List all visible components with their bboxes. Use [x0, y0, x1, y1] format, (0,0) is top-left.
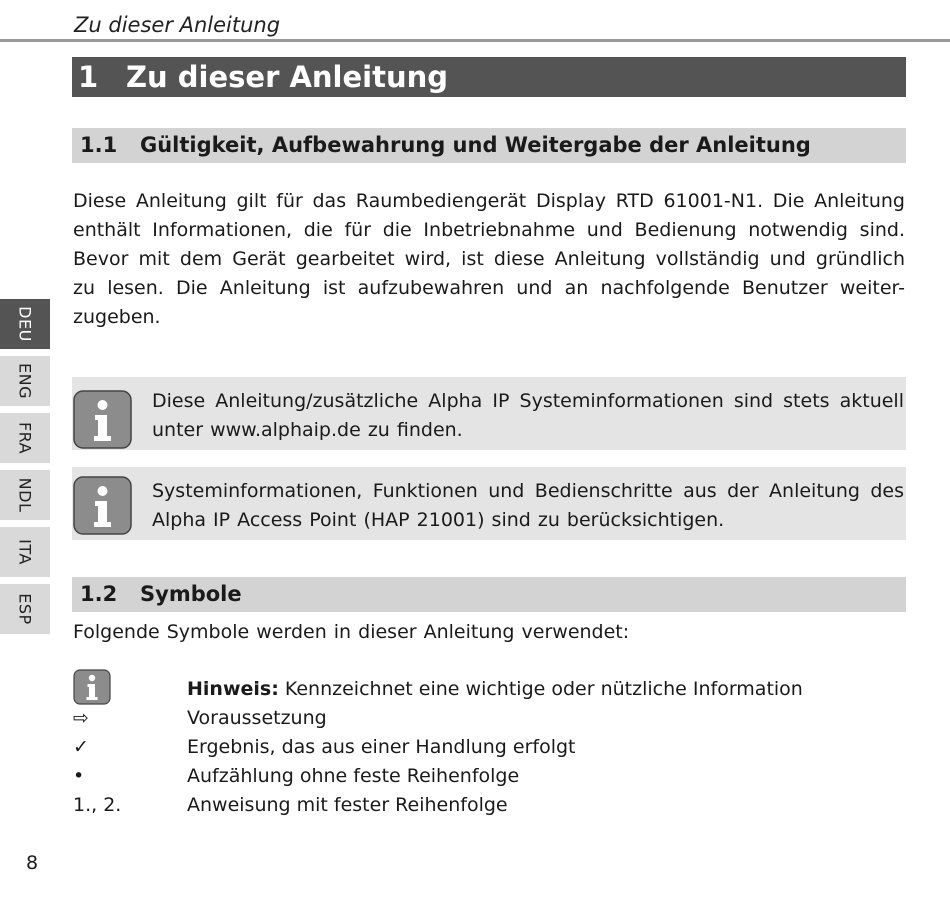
note-line: Diese Anleitung/zusätzliche Alpha IP Systeminformationen sind stets aktuell	[152, 390, 904, 412]
language-tabs	[0, 299, 50, 641]
note-box	[72, 467, 906, 540]
language-tab-ita[interactable]	[0, 527, 50, 577]
symbol-description: Ergebnis, das aus einer Handlung erfolgt	[187, 736, 576, 758]
chapter-heading	[72, 57, 906, 97]
note-box	[72, 377, 906, 450]
language-tab-label: ITA	[15, 539, 35, 565]
section-title: Gültigkeit, Aufbewahrung und Weitergabe der Anleitung	[140, 133, 811, 157]
symbol-row	[73, 733, 905, 762]
language-tab-ndl[interactable]	[0, 470, 50, 520]
language-tab-label: ESP	[15, 593, 35, 625]
paragraph-line: Diese Anleitung gilt für das Raumbediengerät Display RTD 61001-N1. Die Anleitung	[73, 190, 905, 212]
chapter-number: 1	[78, 60, 99, 94]
symbol-row	[73, 791, 905, 820]
language-tab-label: NDL	[15, 477, 35, 513]
symbol-description: Anweisung mit fester Reihenfolge	[187, 794, 508, 816]
note-line: Systeminformationen, Funktionen und Bedienschritte aus der Anleitung des	[152, 480, 904, 502]
note-text	[152, 477, 904, 535]
section-heading-1-1	[72, 128, 906, 163]
language-tab-fra[interactable]	[0, 413, 50, 463]
info-icon	[73, 669, 111, 705]
section-number: 1.1	[80, 133, 118, 157]
checkmark-icon: ✓	[73, 736, 89, 758]
header-rule	[0, 39, 950, 42]
symbol-row	[73, 762, 905, 791]
note-line: Alpha IP Access Point (HAP 21001) sind zu berücksichtigen.	[152, 509, 725, 531]
running-header: Zu dieser Anleitung	[74, 13, 281, 37]
paragraph-line: Bevor mit dem Gerät gearbeitet wird, ist diese Anleitung vollständig und gründlich	[73, 248, 905, 270]
hint-label: Hinweis:	[187, 678, 279, 700]
symbol-description: Voraussetzung	[187, 707, 327, 729]
symbol-description	[187, 675, 803, 704]
language-tab-label: FRA	[15, 421, 35, 455]
note-line: unter www.alphaip.de zu finden.	[152, 419, 463, 441]
section-number: 1.2	[80, 582, 118, 606]
info-icon	[73, 390, 132, 449]
arrow-right-icon: ⇨	[73, 707, 89, 729]
step-numbering: 1., 2.	[73, 794, 122, 816]
paragraph-line: zu lesen. Die Anleitung ist aufzubewahren und an nachfolgende Benutzer weiter-	[73, 277, 905, 299]
symbol-description: Aufzählung ohne feste Reihenfolge	[187, 765, 520, 787]
section-1-1-paragraph	[73, 187, 905, 332]
paragraph-line: enthält Informationen, die für die Inbetriebnahme und Bedienung notwendig sind.	[73, 219, 905, 241]
language-tab-eng[interactable]	[0, 356, 50, 406]
section-heading-1-2	[72, 577, 906, 612]
section-1-2-intro: Folgende Symbole werden in dieser Anleitung verwendet:	[73, 621, 630, 643]
hint-text: Kennzeichnet eine wichtige oder nützliche Information	[278, 678, 803, 700]
symbol-row	[73, 704, 905, 733]
language-tab-esp[interactable]	[0, 584, 50, 634]
chapter-title: Zu dieser Anleitung	[126, 60, 449, 94]
symbol-row	[73, 675, 905, 704]
note-text	[152, 387, 904, 445]
language-tab-label: ENG	[15, 363, 35, 399]
bullet-icon: •	[73, 765, 85, 787]
language-tab-deu[interactable]	[0, 299, 50, 349]
info-icon	[73, 476, 132, 535]
language-tab-label: DEU	[15, 306, 35, 342]
section-title: Symbole	[140, 582, 242, 606]
paragraph-line: zugeben.	[73, 306, 161, 328]
page-number: 8	[26, 852, 39, 874]
